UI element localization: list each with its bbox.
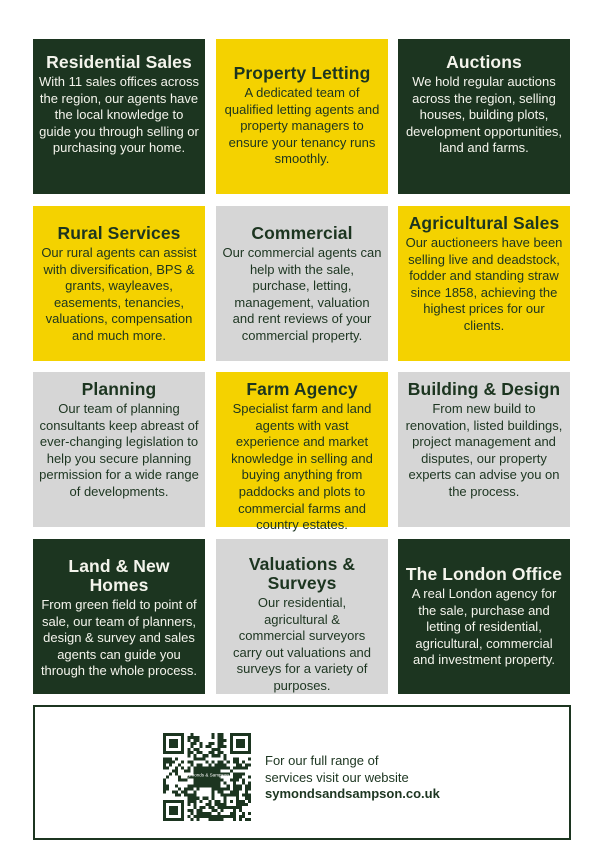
tile-commercial: [216, 206, 388, 361]
tile-text: With 11 sales offices across the region, our agents have the local knowledge to guide you through selling or purchasing your home.: [39, 74, 199, 156]
tile-property-letting: [216, 39, 388, 194]
tile-land-new-homes: [33, 539, 205, 694]
tile-title: Farm Agency: [246, 379, 358, 399]
tile-title: Rural Services: [57, 223, 181, 243]
tile-title: Valuations & Surveys: [248, 554, 356, 593]
qr-code[interactable]: [163, 733, 251, 821]
tile-title: The London Office: [405, 564, 563, 584]
tile-text: Our team of planning consultants keep abreast of ever-changing legislation to help you secure planning permission for a wide range of developments.: [39, 401, 199, 499]
qr-logo-text: Symonds & Sampson: [185, 772, 229, 778]
tile-auctions: [398, 39, 570, 194]
tile-valuations-surveys: [216, 539, 388, 694]
tile-planning: [33, 372, 205, 527]
tile-title: Building & Design: [407, 379, 561, 399]
tile-title: Auctions: [446, 52, 522, 72]
tile-text: Our rural agents can assist with diversification, BPS & grants, wayleaves, easements, tenancies, valuations, compensation and much more.: [41, 245, 197, 343]
tile-building-design: [398, 372, 570, 527]
tile-text: Our residential, agricultural & commercial surveyors carry out valuations and surveys for a variety of purposes.: [232, 595, 372, 693]
website-text: [265, 753, 440, 803]
tile-london-office: [398, 539, 570, 694]
cta-line-2: services visit our website: [265, 769, 409, 785]
tile-text: From new build to renovation, listed buildings, project management and disputes, our property experts can advise you on the process.: [405, 401, 563, 499]
tile-farm-agency: [216, 372, 388, 533]
cta-line-1: For our full range of: [265, 753, 379, 768]
tile-agricultural-sales: [398, 206, 570, 361]
tile-title: Agricultural Sales: [408, 213, 560, 233]
tile-text: A real London agency for the sale, purchase and letting of residential, agricultural, commercial and investment property.: [411, 586, 557, 668]
tile-rural-services: [33, 206, 205, 361]
website-callout: [33, 705, 571, 840]
tile-text: A dedicated team of qualified letting agents and property managers to ensure your tenancy runs smoothly.: [224, 85, 380, 167]
tile-title: Residential Sales: [46, 52, 192, 72]
tile-text: Specialist farm and land agents with vast experience and market knowledge in selling and buying anything from paddocks and plots to commercial farms and country estates.: [231, 401, 373, 533]
tile-title: Land & New Homes: [68, 556, 170, 595]
website-link[interactable]: symondsandsampson.co.uk: [265, 786, 440, 801]
tile-text: Our auctioneers have been selling live and deadstock, fodder and standing straw since 1858, achieving the highest prices for our clients.: [405, 235, 563, 333]
tile-title: Planning: [81, 379, 157, 399]
tile-text: We hold regular auctions across the region, selling houses, building plots, development opportunities, land and farms.: [405, 74, 563, 156]
tile-residential-sales: [33, 39, 205, 194]
tile-title: Commercial: [251, 223, 353, 243]
tile-title: Property Letting: [233, 63, 371, 83]
tile-text: Our commercial agents can help with the sale, purchase, letting, management, valuation and rent reviews of your commercial property.: [222, 245, 382, 343]
tile-text: From green field to point of sale, our team of planners, design & survey and sales agents can guide you through the whole process.: [40, 597, 198, 679]
